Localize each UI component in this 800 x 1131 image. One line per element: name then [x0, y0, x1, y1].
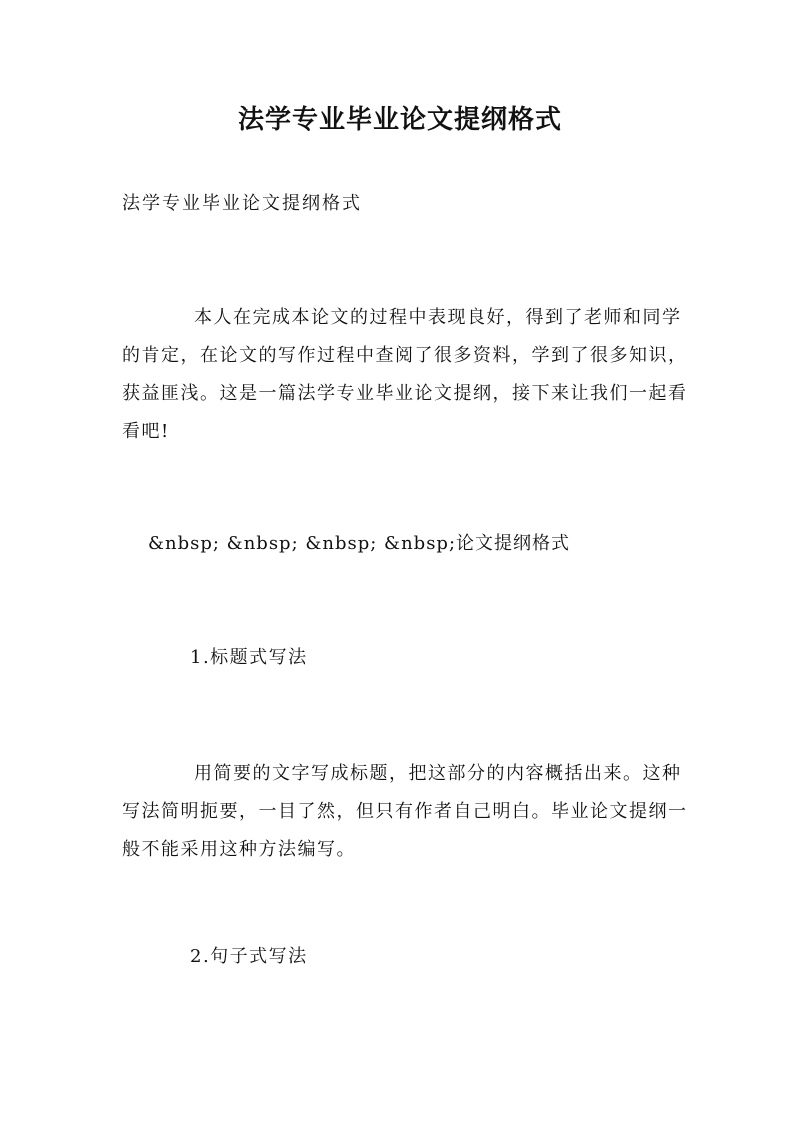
document-subtitle: 法学专业毕业论文提纲格式 — [122, 193, 362, 214]
section-heading-1: 1.标题式写法 — [190, 647, 308, 668]
section-body-1: 用简要的文字写成标题，把这部分的内容概括出来。这种写法简明扼要，一目了然，但只有作者自己明白。毕业论文提纲一般不能采用这种方法编写。 — [122, 763, 688, 860]
outline-heading: &nbsp; &nbsp; &nbsp; &nbsp;论文提纲格式 — [148, 533, 571, 554]
section-heading-2: 2.句子式写法 — [190, 946, 308, 967]
intro-paragraph: 本人在完成本论文的过程中表现良好，得到了老师和同学的肯定，在论文的写作过程中查阅了很多资料，学到了很多知识，获益匪浅。这是一篇法学专业毕业论文提纲，接下来让我们一起看看吧! — [122, 307, 688, 442]
document-title: 法学专业毕业论文提纲格式 — [237, 105, 562, 135]
